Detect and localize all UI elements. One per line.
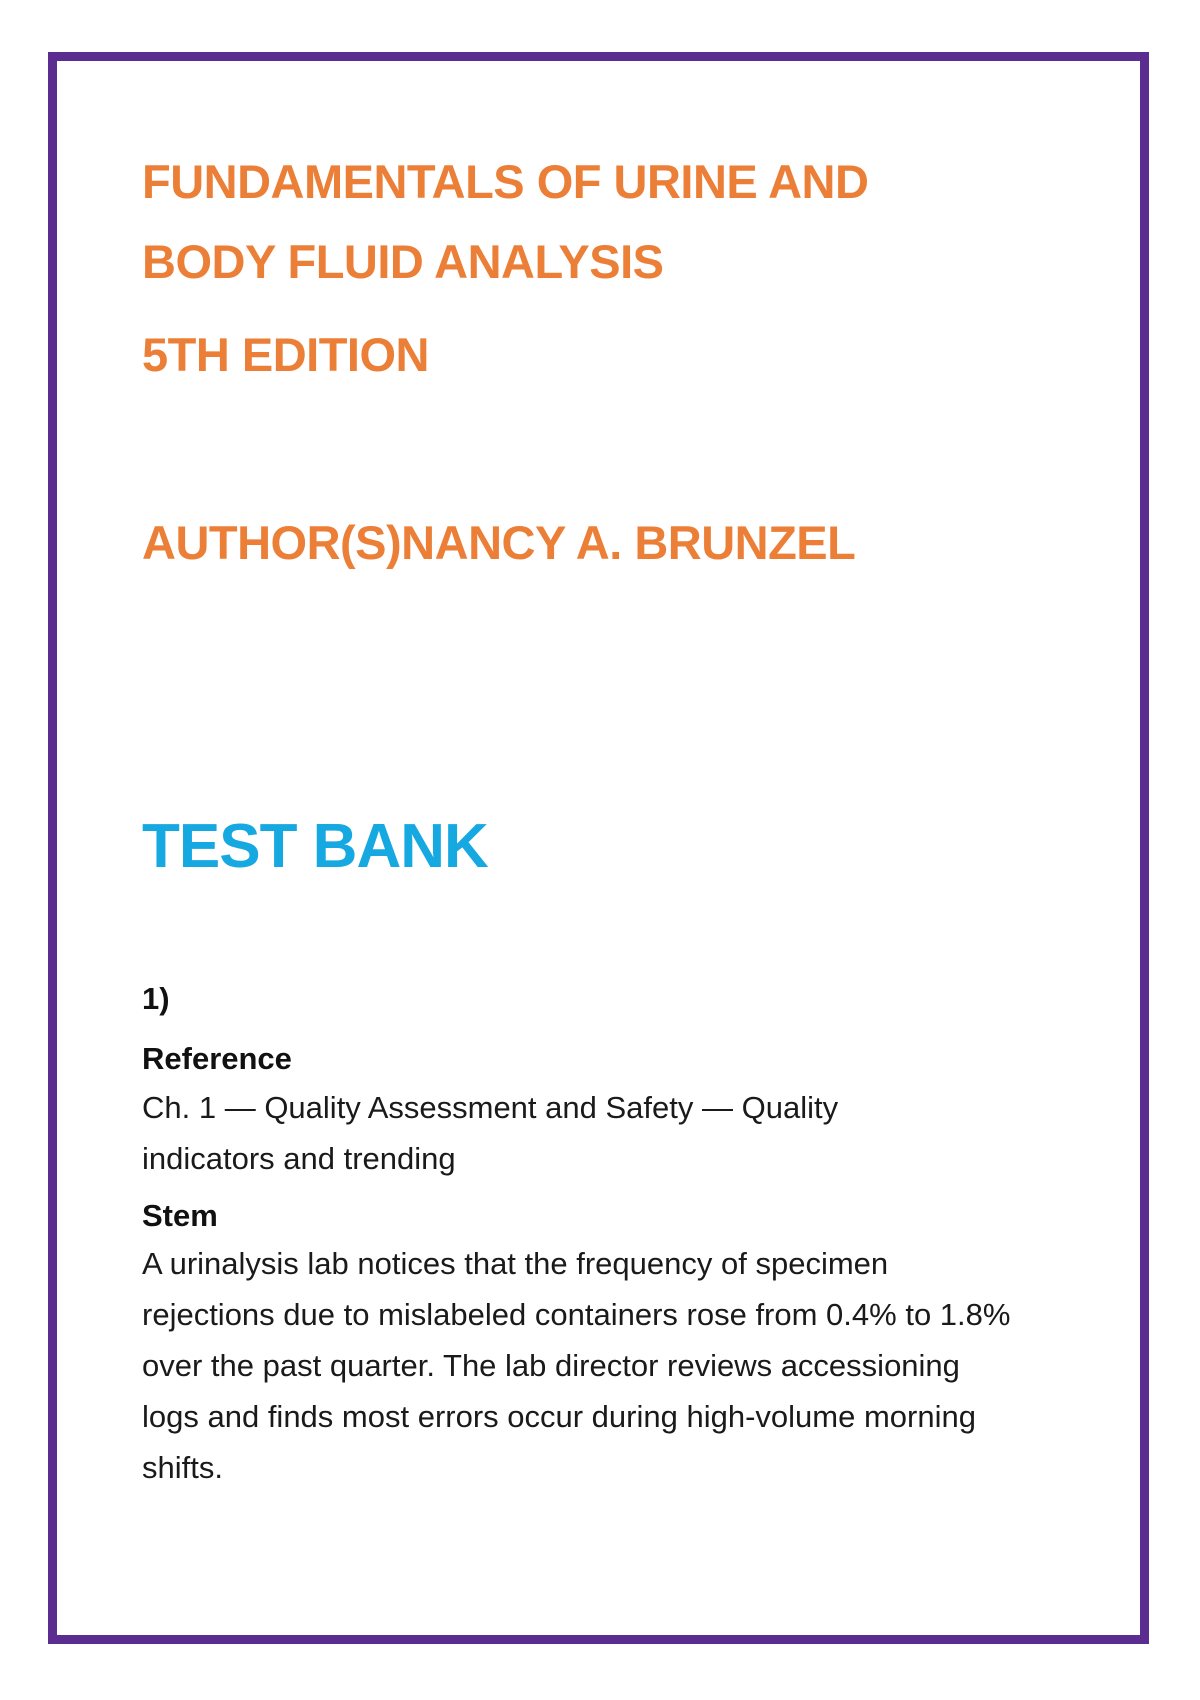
author-line: AUTHOR(S)NANCY A. BRUNZEL — [142, 516, 856, 569]
reference-label: Reference — [142, 1041, 292, 1076]
stem-text: A urinalysis lab notices that the frequency of specimen rejections due to mislabeled containers rose from 0.4% to 1.8% over the past quarter. The lab director reviews accessioning logs and finds most errors occur during high-volume morning shifts. — [142, 1246, 1011, 1485]
stem-label: Stem — [142, 1198, 218, 1233]
title-line-2: BODY FLUID ANALYSIS — [142, 235, 664, 288]
test-bank-heading: TEST BANK — [142, 812, 488, 881]
edition-label: 5TH EDITION — [142, 328, 429, 381]
question-number: 1) — [142, 981, 170, 1016]
title-line-1: FUNDAMENTALS OF URINE AND — [142, 155, 869, 208]
reference-text: Ch. 1 — Quality Assessment and Safety — Quality indicators and trending — [142, 1090, 839, 1176]
